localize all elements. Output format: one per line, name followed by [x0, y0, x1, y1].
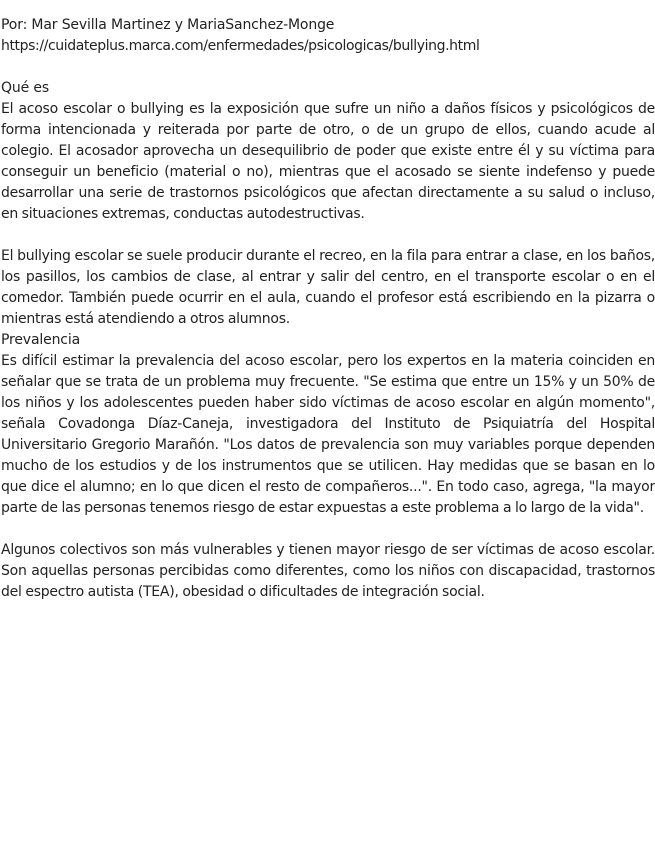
- section-heading-que-es: Qué es: [1, 80, 49, 96]
- paragraph: Es difícil estimar la prevalencia del acoso escolar, pero los expertos en la materia coinciden en señalar que se trata de un problema muy frecuente. "Se estima que entre un 15% y un 50% de los niños y los adolescentes pueden haber sido víctimas de acoso escolar en algún momento", señala Covadonga Díaz-Caneja, investigadora del Instituto de Psiquiatría del Hospital Universitario Gregorio Marañón. "Los datos de prevalencia son muy variables porque dependen mucho de los estudios y de los instrumentos que se utilicen. Hay medidas que se basan en lo que dice el alumno; en lo que dicen el resto de compañeros...". En todo caso, agrega, "la mayor parte de las personas tenemos riesgo de estar expuestas a este problema a lo largo de la vida".: [1, 353, 655, 516]
- section-heading-prevalencia: Prevalencia: [1, 332, 81, 348]
- paragraph: El acoso escolar o bullying es la exposición que sufre un niño a daños físicos y psicológicos de forma intencionada y reiterada por parte de otro, o de un grupo de ellos, cuando acude al colegio. El acosador aprovecha un desequilibrio de poder que existe entre él y su víctima para conseguir un beneficio (material o no), mientras que el acosado se siente indefenso y puede desarrollar una serie de trastornos psicológicos que afectan directamente a su salud o incluso, en situaciones extremas, conductas autodestructivas.: [1, 101, 655, 222]
- document-page: [0, 15, 655, 603]
- paragraph: El bullying escolar se suele producir durante el recreo, en la fila para entrar a clase, en los baños, los pasillos, los cambios de clase, al entrar y salir del centro, en el transporte escolar o en el comedor. También puede ocurrir en el aula, cuando el profesor está escribiendo en la pizarra o mientras está atendiendo a otros alumnos.: [1, 248, 655, 327]
- author-line: Por: Mar Sevilla Martinez y MariaSanchez-Monge: [1, 17, 335, 33]
- paragraph: Algunos colectivos son más vulnerables y tienen mayor riesgo de ser víctimas de acoso escolar. Son aquellas personas percibidas como diferentes, como los niños con discapacidad, trastornos del espectro autista (TEA), obesidad o dificultades de integración social.: [1, 542, 655, 600]
- spacer: [1, 57, 655, 78]
- spacer: [1, 225, 655, 246]
- spacer: [1, 519, 655, 540]
- source-url: https://cuidateplus.marca.com/enfermedades/psicologicas/bullying.html: [1, 38, 480, 54]
